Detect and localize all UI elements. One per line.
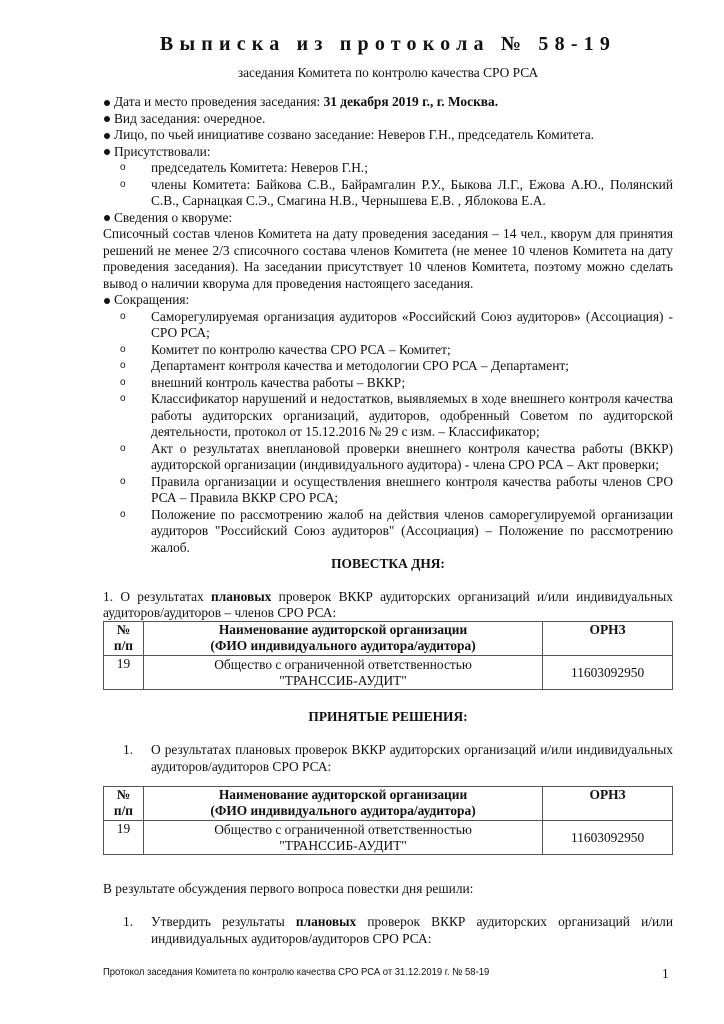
abbr-text: внешний контроль качества работы – ВККР; — [151, 374, 406, 390]
header-name-line1: Наименование аудиторской организации — [218, 622, 468, 637]
header-num-line2: п/п — [113, 638, 134, 653]
circle-bullet-icon: o — [120, 343, 126, 355]
info-initiator: Лицо, по чьей инициативе созвано заседание: Неверов Г.Н., председатель Комитета. — [103, 127, 673, 144]
circle-bullet-icon: o — [120, 178, 126, 190]
table-row — [104, 656, 673, 690]
circle-bullet-icon: o — [120, 162, 126, 173]
decision-item — [103, 742, 673, 775]
resolved-item — [103, 914, 673, 947]
present-item — [103, 177, 673, 210]
resolved-bold: плановых — [295, 914, 357, 929]
header-num — [104, 622, 144, 656]
header-num-line1: № — [116, 787, 131, 802]
cell-num: 19 — [104, 656, 144, 690]
agenda-item — [103, 589, 673, 621]
decisions-table — [103, 786, 673, 855]
resolved-intro: В результате обсуждения первого вопроса повестки дня решили: — [103, 881, 474, 896]
cell-name: Общество с ограниченной ответственностью "ТРАНССИБ-АУДИТ" — [143, 656, 542, 690]
header-num-line2: п/п — [113, 803, 134, 818]
date-value: 31 декабря 2019 г., г. Москва. — [323, 94, 499, 109]
document-subtitle: заседания Комитета по контролю качества СРО РСА — [237, 65, 539, 80]
abbr-item — [103, 441, 673, 474]
resolved-item-body — [103, 914, 673, 947]
agenda-item-prefix: 1. О результатах — [103, 589, 211, 604]
decisions-heading: ПРИНЯТЫЕ РЕШЕНИЯ: — [308, 709, 468, 724]
abbr-text: Департамент контроля качества и методологии СРО РСА – Департамент; — [151, 358, 569, 373]
circle-bullet-icon: o — [120, 360, 126, 371]
resolved-item-num: 1. — [123, 914, 134, 929]
circle-bullet-icon: o — [120, 310, 126, 322]
info-date — [103, 94, 673, 111]
header-name — [143, 622, 542, 656]
circle-bullet-icon: o — [120, 475, 126, 487]
header-name — [143, 787, 542, 821]
cell-ornz: 11603092950 — [543, 656, 673, 690]
abbr-item — [103, 507, 673, 557]
abbr-text: Комитет по контролю качества СРО РСА – Комитет; — [151, 341, 451, 357]
agenda-table — [103, 621, 673, 690]
circle-bullet-icon: o — [120, 376, 126, 388]
table-row — [104, 821, 673, 855]
present-item — [103, 160, 673, 177]
agenda-item-bold: плановых — [211, 589, 272, 604]
abbr-text: Положение по рассмотрению жалоб на действия членов саморегулируемой организации аудиторов "Российский Союз аудиторов" (Ассоциация) – Положение по рассмотрению жалоб. — [151, 506, 673, 555]
table-header-row — [104, 787, 673, 821]
abbr-item — [103, 358, 673, 375]
quorum-text: Списочный состав членов Комитета на дату проведения заседания – 14 чел., кворум для принятия решений не менее 2/3 списочного состава членов Комитета (не менее 10 членов Комитета на дату проведения заседания). На заседании присутствует 10 членов Комитета, поэтому можно сделать вывод о наличии кворума для проведения настоящего заседания. — [103, 226, 673, 291]
header-name-line2: (ФИО индивидуального аудитора/аудитора) — [210, 803, 476, 818]
circle-bullet-icon: o — [120, 442, 126, 454]
table-header-row — [104, 622, 673, 656]
circle-bullet-icon: o — [120, 508, 126, 520]
abbr-item — [103, 309, 673, 342]
abbr-item — [103, 474, 673, 507]
header-num — [104, 787, 144, 821]
decision-item-text: О результатах плановых проверок ВККР аудиторских организаций и/или индивидуальных аудиторов/аудиторов СРО РСА: — [151, 742, 673, 774]
present-text: председатель Комитета: Неверов Г.Н.; — [151, 160, 369, 175]
decision-item-body — [103, 742, 673, 775]
abbr-item — [103, 342, 673, 359]
info-abbr-label: Сокращения: — [103, 292, 673, 309]
info-type: Вид заседания: очередное. — [103, 111, 673, 128]
resolved-prefix: Утвердить результаты — [151, 914, 296, 929]
abbr-text: Акт о результатах внеплановой проверки внешнего контроля качества работы (ВККР) аудиторской организации (индивидуального аудитора) - члена СРО РСА – Акт проверки; — [151, 440, 673, 472]
page-number: 1 — [662, 966, 669, 981]
header-num-line1: № — [116, 622, 131, 637]
circle-bullet-icon: o — [120, 393, 126, 404]
present-text: члены Комитета: Байкова С.В., Байрамгалин Р.У., Быкова Л.Г., Ежова А.Ю., Полянский С.В., Сарнацкая С.Э., Смагина Н.В., Чернышева Е.В. , Яблокова Е.А. — [151, 176, 673, 208]
agenda-heading: ПОВЕСТКА ДНЯ: — [331, 556, 445, 571]
header-ornz: ОРНЗ — [543, 787, 673, 821]
info-quorum-label: Сведения о кворуме: — [103, 210, 673, 227]
header-ornz: ОРНЗ — [543, 622, 673, 656]
page-footer: Протокол заседания Комитета по контролю качества СРО РСА от 31.12.2019 г. № 58-19 — [103, 966, 490, 978]
abbr-text: Саморегулируемая организация аудиторов «Российский Союз аудиторов» (Ассоциация) - СРО РСА; — [151, 308, 673, 340]
info-present-label: Присутствовали: — [103, 144, 673, 161]
resolved-suffix: проверок ВККР аудиторских организаций и/или индивидуальных аудиторов/аудиторов СРО РСА: — [151, 914, 673, 946]
cell-num: 19 — [104, 821, 144, 855]
cell-ornz: 11603092950 — [543, 821, 673, 855]
abbr-text: Правила организации и осуществления внешнего контроля качества работы членов СРО РСА – Правила ВККР СРО РСА; — [151, 473, 673, 505]
cell-name: Общество с ограниченной ответственностью "ТРАНССИБ-АУДИТ" — [143, 821, 542, 855]
abbr-item — [103, 375, 673, 392]
header-name-line2: (ФИО индивидуального аудитора/аудитора) — [210, 638, 476, 653]
decision-item-num: 1. — [123, 742, 134, 757]
abbr-item — [103, 391, 673, 441]
abbr-text: Классификатор нарушений и недостатков, выявляемых в ходе внешнего контроля качества работы аудиторских организаций, аудиторов, одобренный Советом по аудиторской деятельности, протокол от 15.12.2016 № 29 с изм. – Классификатор; — [151, 391, 673, 439]
agenda-item-suffix: проверок ВККР аудиторских организаций и/или индивидуальных аудиторов/аудиторов – членов СРО РСА: — [103, 589, 674, 620]
meeting-info — [103, 94, 673, 556]
document-title: Выписка из протокола № 58-19 — [159, 33, 617, 55]
header-name-line1: Наименование аудиторской организации — [218, 787, 468, 802]
date-label: Дата и место проведения заседания: — [114, 94, 324, 109]
